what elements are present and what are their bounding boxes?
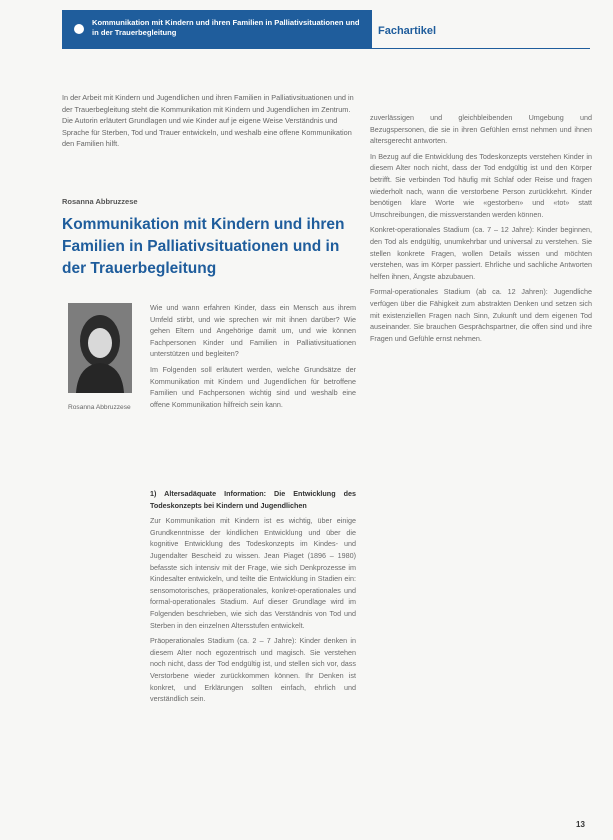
subheading: 1) Altersadäquate Information: Die Entwicklung des Todeskonzepts bei Kindern und Jugendlichen — [150, 489, 356, 510]
left-column-lower — [150, 488, 356, 709]
bullet-dot-icon — [74, 24, 84, 34]
paragraph: Konkret-operationales Stadium (ca. 7 – 12 Jahre): Kinder beginnen, den Tod als endgültig, unumkehrbar und universal zu verstehen. Sie stellen konkrete Fragen, wollen Details wissen und möchten verstehen, was im Körper passiert. Ehrliche und sachliche Antworten helfen ihnen, Ängste abzubauen. — [370, 225, 592, 281]
paragraph: Wie und wann erfahren Kinder, dass ein Mensch aus ihrem Umfeld stirbt, und wie sprechen wir mit ihnen darüber? Wie gehen Eltern und Angehörige damit um, und wie können Fachpersonen Kinder und Familien in Palliativsituationen unterstützen und begleiten? — [150, 303, 356, 359]
left-column — [150, 302, 356, 414]
paragraph: Präoperationales Stadium (ca. 2 – 7 Jahre): Kinder denken in diesem Alter noch egozentrisch und magisch. Sie verstehen noch nicht, dass der Tod endgültig ist, und stellen sich vor, dass Verstorbene wieder zurückkommen können. Ihr Denken ist konkret, und Erklärungen sollten einfach, ehrlich und verständlich sein. — [150, 636, 356, 704]
right-column — [370, 112, 592, 348]
section-label: Fachartikel — [378, 25, 437, 37]
author-photo — [68, 303, 132, 393]
article-title: Kommunikation mit Kindern und ihren Familien in Palliativsituationen und in der Trauerbegleitung — [62, 216, 345, 277]
paragraph: Im Folgenden soll erläutert werden, welche Grundsätze der Kommunikation mit Kindern und Jugendlichen für betroffene Familien und Fachpersonen wichtig sind und weshalb eine offene Kommunikation hilfreich sein kann. — [150, 364, 356, 409]
article-intro: In der Arbeit mit Kindern und Jugendlichen und ihren Familien in Palliativsituationen und in der Trauerbegleitung steht die Kommunikation mit Kindern und Jugendlichen im Zentrum. Die Autorin erläutert Grundlagen und wie Kinder auf je eigene Weise Verständnis und Sprache für Sterben, Tod und Trauer entwickeln, und weshalb eine offene Kommunikation den Familien hilft. — [62, 93, 354, 149]
author-kicker: Rosanna Abbruzzese — [62, 197, 138, 206]
page-number: 13 — [576, 820, 585, 829]
header-divider — [62, 48, 590, 49]
paragraph: Zur Kommunikation mit Kindern ist es wichtig, über einige Grundkenntnisse der kindlichen Entwicklung und über die kognitive Entwicklung des Todeskonzepts im Kindes- und Jugendalter Bescheid zu wissen. Jean Piaget (1896 – 1980) befasste sich intensiv mit der Frage, wie sich Denkprozesse im Kindesalter entwickeln, und teilte die Entwicklung in Stadien ein: sensomotorisches, präoperationales, konkret-operationales und formal-operationales Stadium. Auf dieser Grundlage wird im Folgenden beschrieben, wie sich das Verständnis von Tod und Sterben in den einzelnen Altersstufen entwickelt. — [150, 516, 356, 630]
header-title: Kommunikation mit Kindern und ihren Familien in Palliativsituationen und in der Trauerbegleitung — [92, 18, 360, 37]
paragraph: zuverlässigen und gleichbleibenden Umgebung und Bezugspersonen, die sie in ihren Gefühlen ernst nehmen und ihnen altersgerecht antworten. — [370, 113, 592, 146]
paragraph: In Bezug auf die Entwicklung des Todeskonzepts verstehen Kinder in diesem Alter noch nicht, dass der Tod endgültig ist und den Körper betrifft. Sie verbinden Tod häufig mit Schlaf oder Reise und fragen wiederholt nach, wann die verstorbene Person zurückkehrt. Kinder benötigen klare Worte wie «gestorben» und «tot» statt Umschreibungen, die missverstanden werden können. — [370, 151, 592, 219]
photo-caption: Rosanna Abbruzzese — [68, 404, 131, 411]
paragraph: Formal-operationales Stadium (ab ca. 12 Jahren): Jugendliche verfügen über die Fähigkeit zum abstrakten Denken und setzen sich mit existenziellen Fragen nach Sinn, Zukunft und dem eigenen Tod auseinander. Sie brauchen Gesprächspartner, die offen sind und ihre Fragen und Gefühle ernst nehmen. — [370, 287, 592, 343]
